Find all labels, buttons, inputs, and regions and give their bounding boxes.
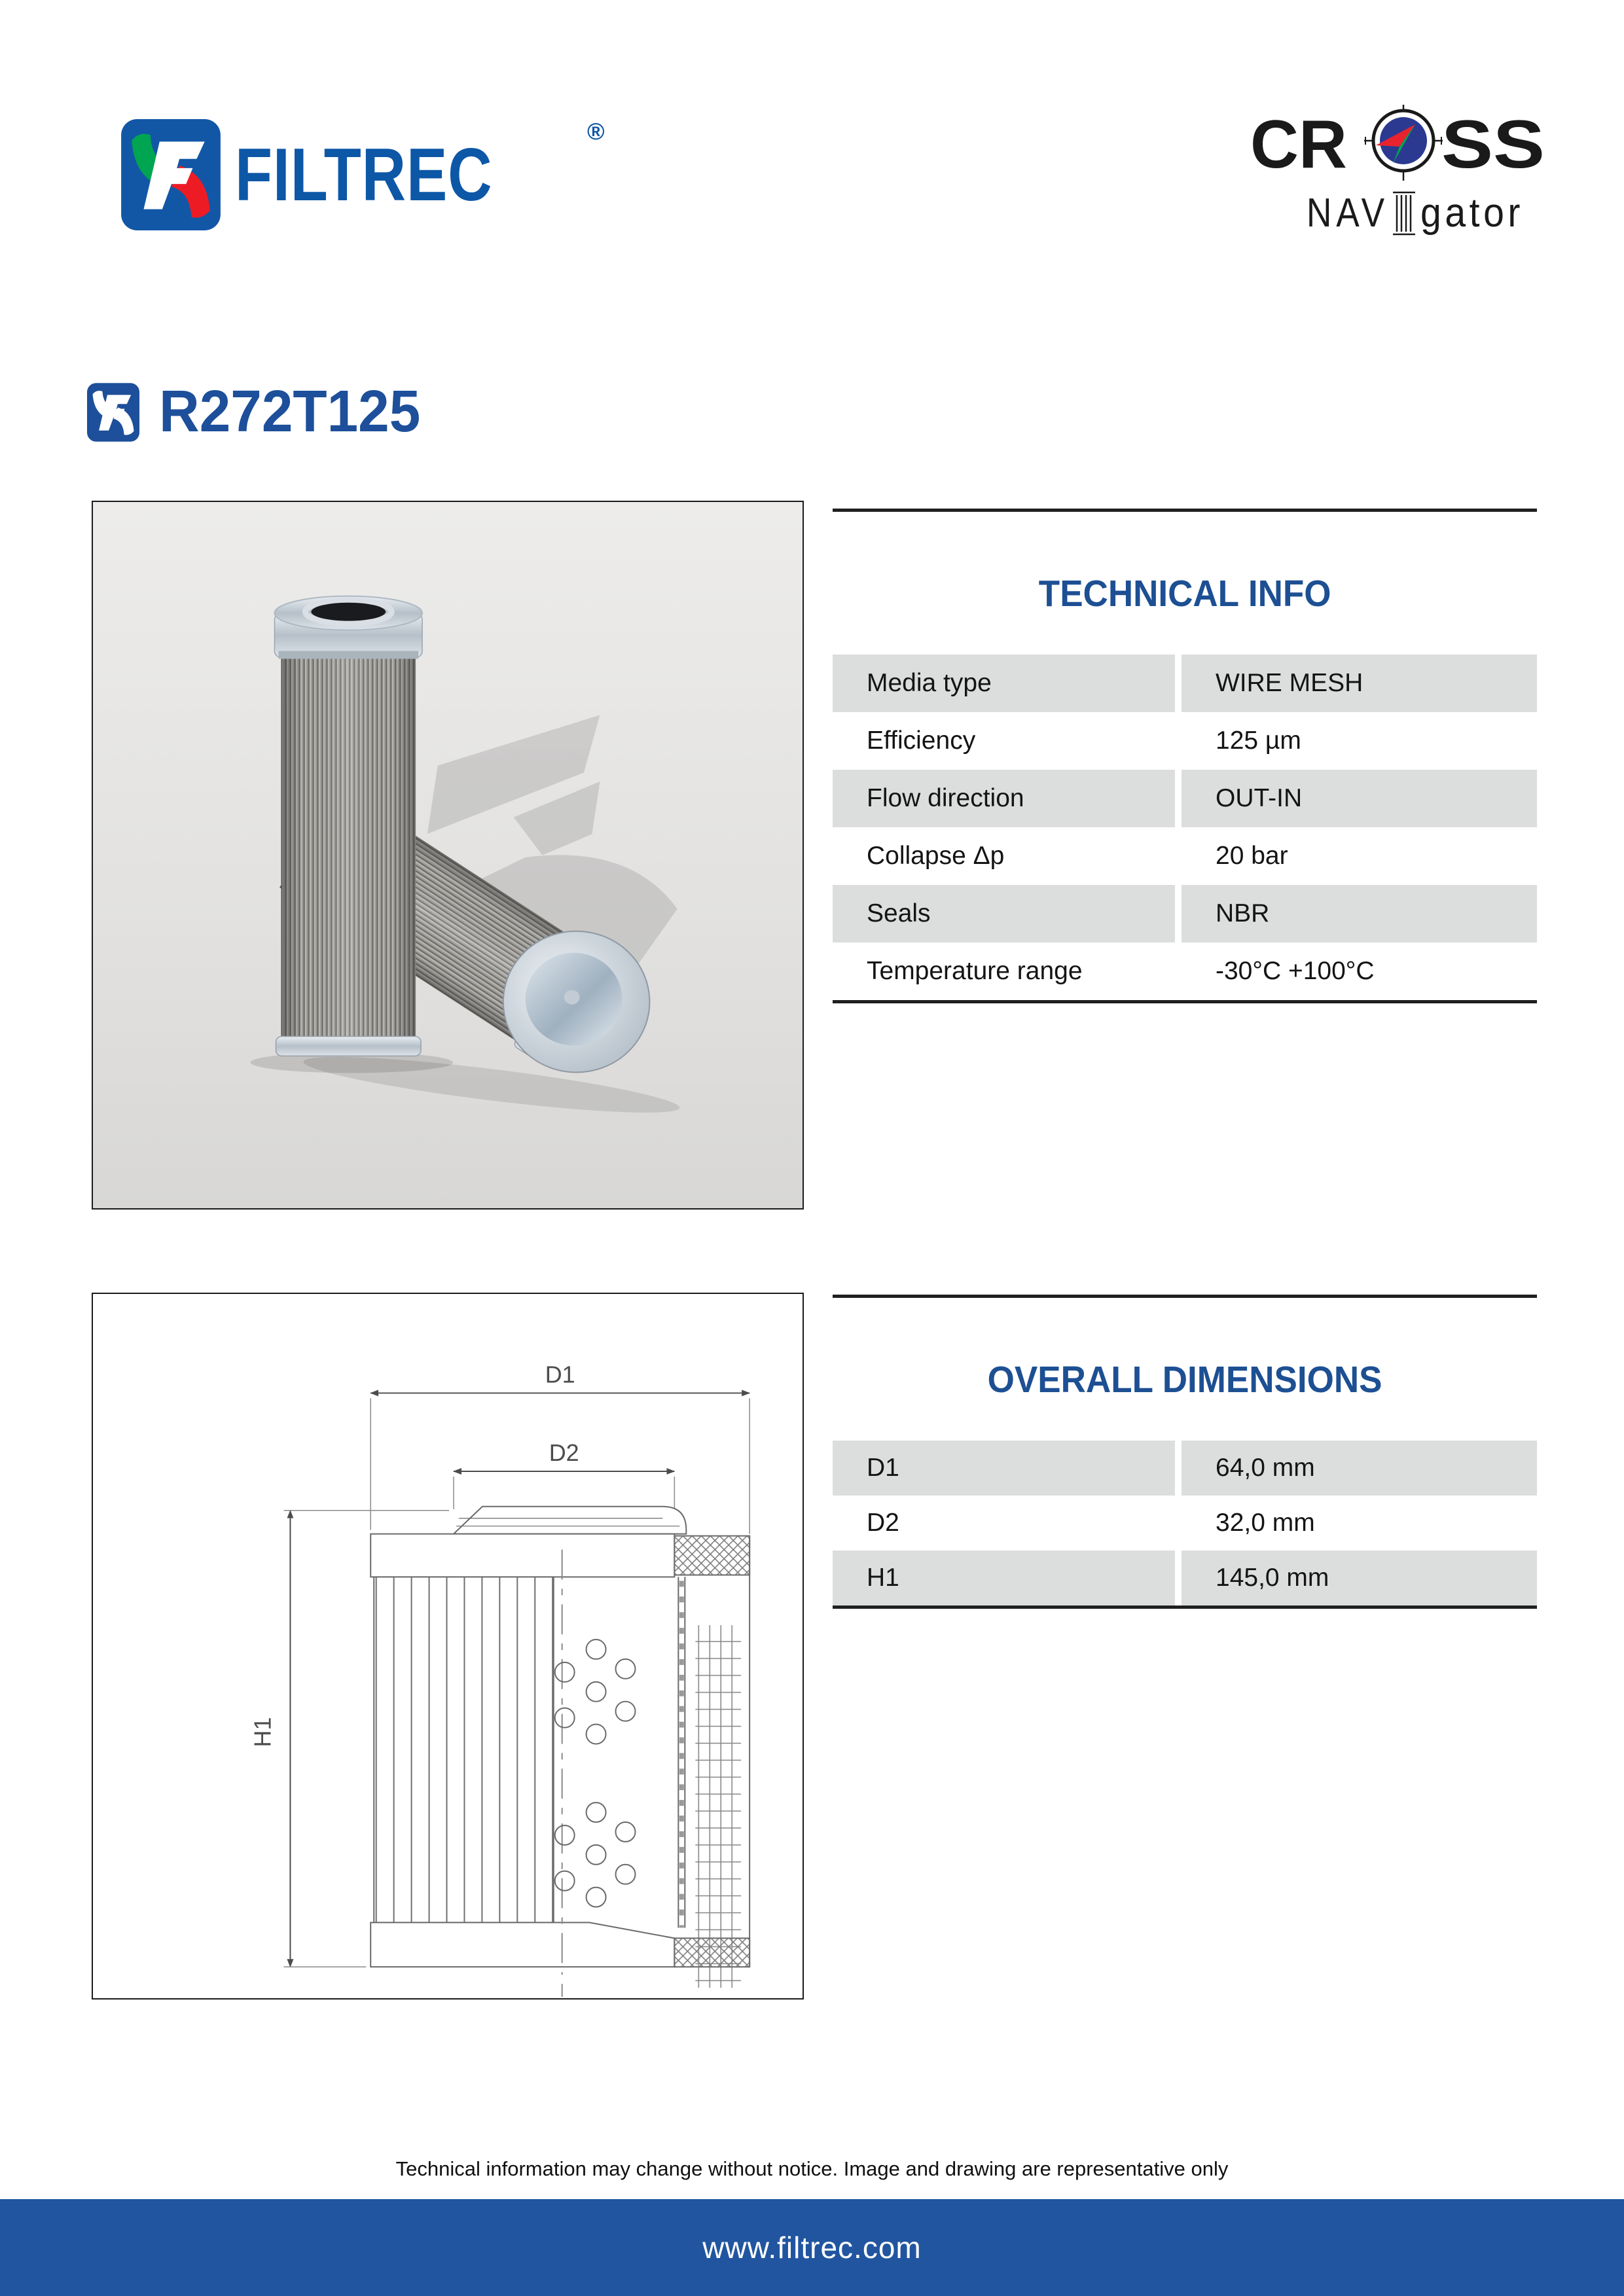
filtrec-logo-mark <box>121 119 221 230</box>
website-link[interactable]: www.filtrec.com <box>702 2231 922 2265</box>
filtrec-wordmark: FILTREC <box>235 133 493 217</box>
spec-value: WIRE MESH <box>1182 655 1537 712</box>
table-row <box>833 1441 1537 1496</box>
spec-value: 145,0 mm <box>1182 1551 1537 1605</box>
table-row <box>833 712 1537 770</box>
overall-dimensions-title: OVERALL DIMENSIONS <box>987 1359 1382 1401</box>
section-bottom-rule <box>833 1000 1537 1003</box>
spec-label: Flow direction <box>833 770 1175 827</box>
spec-label: Efficiency <box>867 726 976 755</box>
spec-value: NBR <box>1182 885 1537 942</box>
filter-element-standing <box>274 596 422 1056</box>
part-number: R272T125 <box>159 379 421 444</box>
spec-label: Collapse Δp <box>867 842 1005 870</box>
compass-icon <box>1364 105 1443 181</box>
spec-label: Temperature range <box>867 957 1083 985</box>
spec-value: 20 bar <box>1216 842 1288 870</box>
spec-value: 125 µm <box>1216 726 1301 755</box>
spec-label: Seals <box>833 885 1175 942</box>
dim-label-h1: H1 <box>249 1717 276 1748</box>
part-number-row <box>87 378 434 446</box>
technical-info-section <box>833 509 1537 1003</box>
cross-ss-text: SS <box>1441 107 1545 183</box>
table-row <box>833 942 1537 1000</box>
registered-mark: ® <box>587 118 605 145</box>
table-row <box>833 655 1537 712</box>
section-top-rule <box>833 509 1537 512</box>
spec-label: Media type <box>833 655 1175 712</box>
nav-text: NAV <box>1307 190 1389 236</box>
table-row <box>833 770 1537 827</box>
table-row <box>833 827 1537 885</box>
section-bottom-rule <box>833 1605 1537 1609</box>
product-photo <box>92 501 804 1210</box>
gator-text: gator <box>1420 190 1524 236</box>
part-number-icon <box>87 383 139 442</box>
table-row <box>833 1551 1537 1605</box>
section-top-rule <box>833 1295 1537 1298</box>
spec-label: H1 <box>833 1551 1175 1605</box>
filtrec-logo <box>121 118 605 230</box>
overall-dimensions-section <box>833 1295 1537 1609</box>
cross-navigator-logo <box>1244 103 1551 244</box>
technical-drawing <box>92 1293 804 2000</box>
spec-value: 32,0 mm <box>1216 1509 1315 1537</box>
table-row <box>833 885 1537 942</box>
dim-label-d1: D1 <box>545 1361 575 1388</box>
spec-label: D2 <box>867 1509 899 1537</box>
overall-dimensions-table <box>833 1441 1537 1605</box>
spec-value: -30°C +100°C <box>1216 957 1375 985</box>
technical-info-table <box>833 655 1537 1000</box>
technical-info-title: TECHNICAL INFO <box>1038 573 1331 615</box>
spec-value: 64,0 mm <box>1182 1441 1537 1496</box>
footer-bar <box>0 2199 1624 2296</box>
dim-label-d2: D2 <box>549 1440 579 1467</box>
table-row <box>833 1496 1537 1551</box>
spec-value: OUT-IN <box>1182 770 1537 827</box>
cross-cr-text: CR <box>1250 107 1347 183</box>
column-icon <box>1393 192 1415 234</box>
disclaimer-text: Technical information may change without notice. Image and drawing are representative only <box>395 2157 1229 2180</box>
spec-label: D1 <box>833 1441 1175 1496</box>
